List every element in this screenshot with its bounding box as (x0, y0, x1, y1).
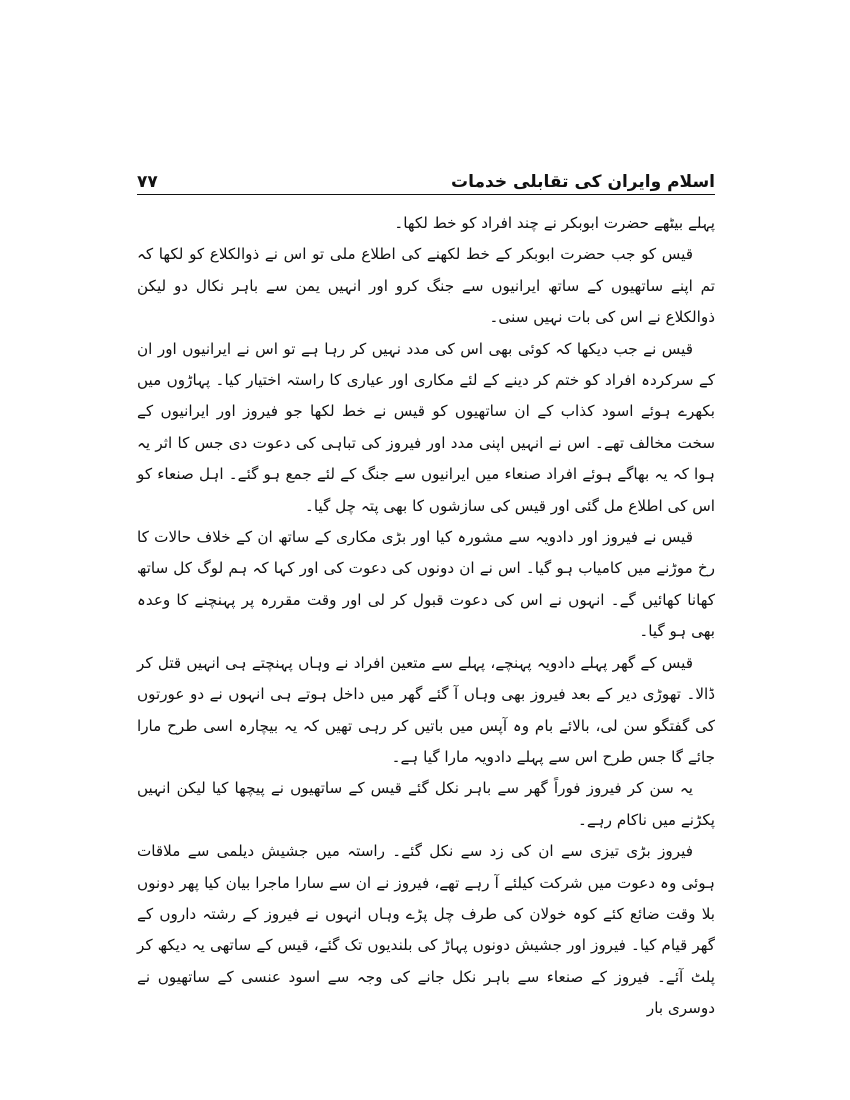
paragraph: پہلے بیٹھے حضرت ابوبکر نے چند افراد کو خط لکھا۔ (394, 214, 715, 232)
running-header-title: اسلام وایران کی تقابلی خدمات (451, 172, 715, 192)
paragraph: قیس نے جب دیکھا کہ کوئی بھی اس کی مدد نہیں کر رہا ہے تو اس نے ایرانیوں اور ان کے سرکردہ افراد کو ختم کر دینے کے لئے مکاری اور عیاری کا راستہ اختیار کیا۔ پہاڑوں میں بکھرے ہوئے اسود کذاب کے ان ساتھیوں کو قیس نے خط لکھا جو فیروز اور ایرانیوں کے سخت مخالف تھے۔ اس نے انہیں اپنی مدد اور فیروز کی تباہی کی دعوت دی جس کا اثر یہ ہوا کہ یہ بھاگے ہوئے افراد صنعاء میں ایرانیوں سے جنگ کے لئے جمع ہو گئے۔ اہل صنعاء کو اس کی اطلاع مل گئی اور قیس کی سازشوں کا بھی پتہ چل گیا۔ (137, 339, 715, 515)
paragraph: قیس نے فیروز اور دادویہ سے مشورہ کیا اور بڑی مکاری کے ساتھ ان کے خلاف حالات کا رخ موڑنے میں کامیاب ہو گیا۔ اس نے ان دونوں کی دعوت کی اور کہا کہ ہم لوگ کل ساتھ کھانا کھائیں گے۔ انہوں نے اس کی دعوت قبول کر لی اور وقت مقررہ پر پہنچنے کا وعدہ بھی ہو گیا۔ (137, 528, 715, 641)
paragraph: فیروز بڑی تیزی سے ان کی زد سے نکل گئے۔ راستہ میں جشیش دیلمی سے ملاقات ہوئی وہ دعوت میں شرکت کیلئے آ رہے تھے، فیروز نے ان سے سارا ماجرا بیان کیا پھر دونوں بلا وقت ضائع کئے کوہ خولان کی طرف چل پڑے وہاں انہوں نے فیروز کے رشتہ داروں کے گھر قیام کیا۔ فیروز اور جشیش دونوں پہاڑ کی بلندیوں تک گئے، قیس کے ساتھی یہ دیکھ کر پلٹ آئے۔ فیروز کے صنعاء سے باہر نکل جانے کی وجہ سے اسود عنسی کے ساتھیوں نے دوسری بار (137, 842, 715, 1018)
header-rule (137, 194, 715, 195)
page-number: ۷۷ (137, 172, 158, 192)
running-header (137, 162, 715, 192)
paragraph: یہ سن کر فیروز فوراً گھر سے باہر نکل گئے قیس کے ساتھیوں نے پیچھا کیا لیکن انہیں پکڑنے میں ناکام رہے۔ (137, 779, 715, 829)
paragraph: قیس کو جب حضرت ابوبکر کے خط لکھنے کی اطلاع ملی تو اس نے ذوالکلاع کو لکھا کہ تم اپنے ساتھیوں کے ساتھ ایرانیوں سے جنگ کرو اور انہیں یمن سے باہر نکال دو لیکن ذوالکلاع نے اس کی بات نہیں سنی۔ (137, 245, 715, 327)
paragraph: قیس کے گھر پہلے دادویہ پہنچے، پہلے سے متعین افراد نے وہاں پہنچتے ہی انہیں قتل کر ڈالا۔ تھوڑی دیر کے بعد فیروز بھی وہاں آ گئے گھر میں داخل ہوتے ہی انہوں نے دو عورتوں کی گفتگو سن لی، بالائے بام وہ آپس میں باتیں کر رہی تھیں کہ یہ بیچارہ اسی طرح مارا جائے گا جس طرح اس سے پہلے دادویہ مارا گیا ہے۔ (137, 653, 715, 766)
body-text (137, 208, 715, 1025)
